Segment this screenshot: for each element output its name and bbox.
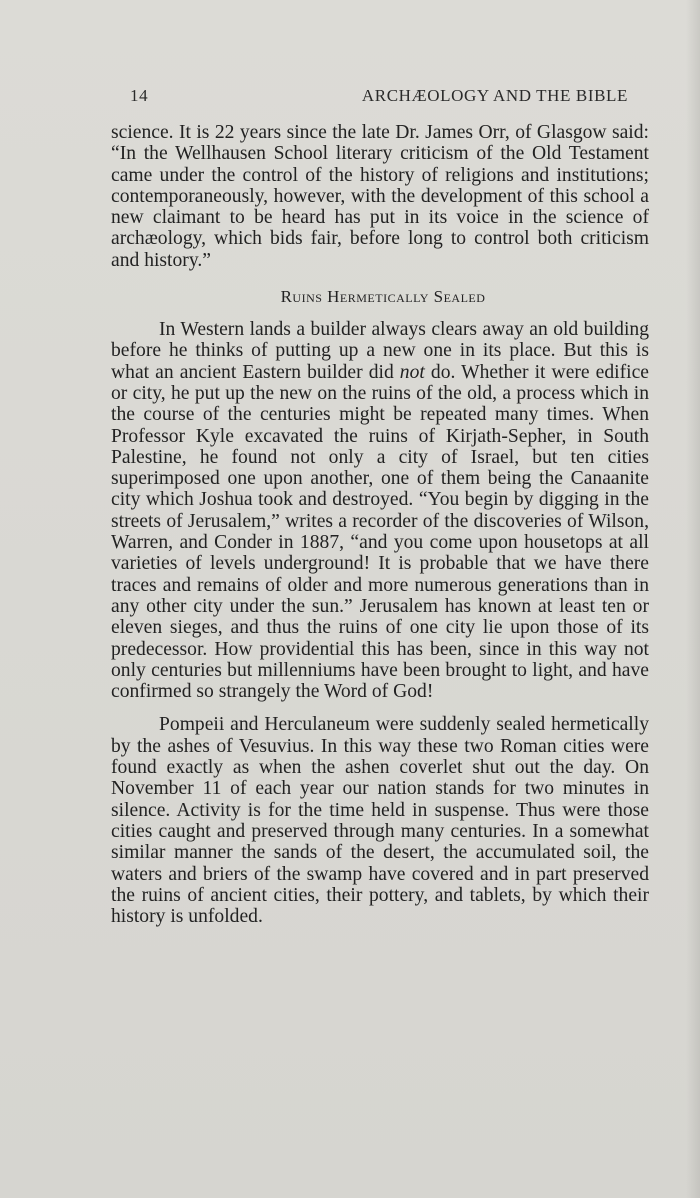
paragraph-ruins (111, 319, 649, 702)
section-heading: Ruins Hermetically Sealed (280, 287, 486, 307)
running-title: ARCHÆOLOGY AND THE BIBLE (361, 86, 628, 105)
paragraph-ruins-italic: not (399, 361, 425, 383)
paragraph-pompeii: Pompeii and Herculaneum were suddenly sealed hermetically by the ashes of Vesuvius. In this way these two Roman cities were found exactly as when the ashen coverlet shut out the day. On November 11 of each year our nation stands for two minutes in silence. Activity is for the time held in suspense. Thus were those cities caught and preserved through many centuries. In a somewhat similar manner the sands of the desert, the accumulated soil, the waters and briers of the swamp have covered and in part preserved the ruins of ancient cities, their pottery, and tablets, by which their history is unfolded. (111, 714, 649, 928)
paragraph-ruins-text-b: do. Whether it were edifice or city, he put up the new on the ruins of the old, a process which in the course of the centuries might be repeated many times. When Professor Kyle excavated the ruins of Kirjath-Sepher, in South Palestine, he found not only a city of Israel, but ten cities superimposed one upon another, one of them being the Canaanite city which Joshua took and destroyed. “You begin by digging in the streets of Jerusalem,” writes a recorder of the discoveries of Wilson, Warren, and Conder in 1887, “and you come upon housetops at all varieties of levels underground! It is probable that we have there traces and remains of older and more numerous generations than in any other city under the sun.” Jerusalem has known at least ten or eleven sieges, and thus the ruins of one city lie upon those of its predecessor. How providential this has been, since in this way not only centuries but millenniums have been brought to light, and have confirmed so strangely the Word of God! (111, 361, 649, 703)
body-text (111, 122, 649, 927)
paragraph-gap (111, 702, 649, 714)
page-header (130, 86, 628, 110)
page-edge-shadow (686, 0, 700, 1198)
page-number: 14 (130, 86, 149, 105)
paragraph-continued: science. It is 22 years since the late Dr. James Orr, of Glasgow said: “In the Wellhausen School literary criticism of the Old Testament came under the control of the history of religions and institutions; contemporaneously, however, with the development of this school a new claimant to be heard has put in its voice in the science of archæology, which bids fair, before long to control both criticism and history.” (111, 122, 649, 271)
paragraph-ruins-text-a: In Western lands a builder always clears away an old building before he thinks of putting up a new one in its place. But this is what an ancient Eastern builder did (111, 319, 649, 383)
